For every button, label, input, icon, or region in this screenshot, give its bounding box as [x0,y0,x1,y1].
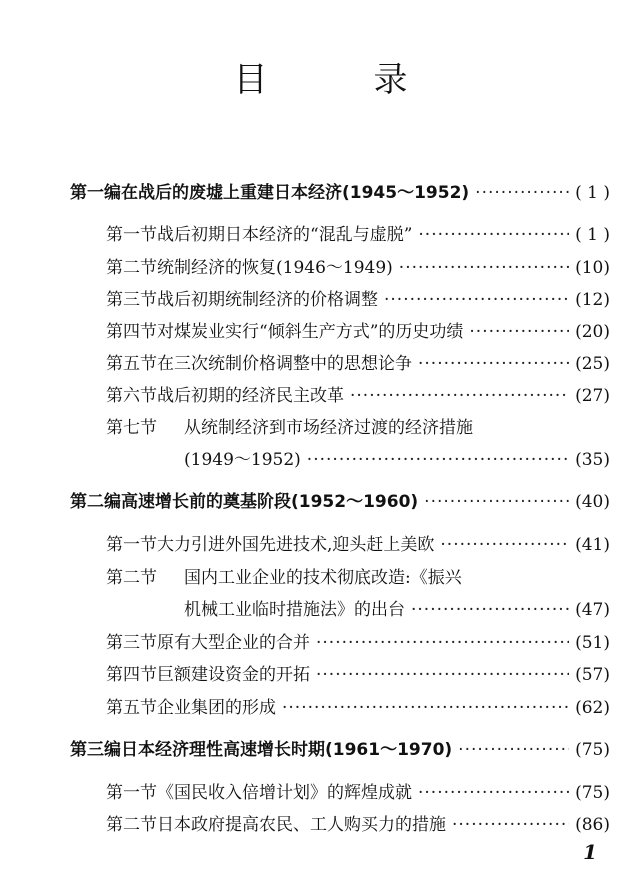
toc-entry [106,381,610,406]
entry-page: (75) [575,740,610,760]
toc-entry [106,660,610,685]
toc-entry [106,220,610,245]
dot-leader [469,322,569,342]
entry-label: 第三节 [106,633,157,653]
entry-label: 第三节 [106,290,157,310]
entry-page: ( 1 ) [575,225,610,245]
entry-page: (40) [575,492,610,512]
entry-title: 国内工业企业的技术彻底改造:《振兴 [184,568,462,588]
entry-page: (10) [575,258,610,278]
dot-leader [282,698,569,718]
toc-part-entry [70,487,610,512]
dot-leader [418,783,569,803]
entry-page: (57) [575,665,610,685]
toc-entry [106,413,610,438]
entry-page: (51) [575,633,610,653]
entry-page: (47) [575,600,610,620]
entry-title: 从统制经济到市场经济过渡的经济措施 [184,418,473,438]
toc-part-entry [70,735,610,760]
dot-leader [307,450,569,470]
entry-label: 第五节 [106,354,157,374]
dot-leader [418,225,569,245]
entry-title: 在三次统制价格调整中的思想论争 [157,354,412,374]
entry-title: 统制经济的恢复(1946～1949) [157,258,393,278]
entry-title: 战后初期的经济民主改革 [157,386,344,406]
toc-entry [106,285,610,310]
dot-leader [418,354,569,374]
entry-title: 原有大型企业的合并 [157,633,310,653]
entry-label: 第六节 [106,386,157,406]
toc-entry [106,563,610,588]
dot-leader [316,665,569,685]
entry-title: 日本经济理性高速增长时期(1961～1970) [121,740,453,760]
entry-title: 在战后的废墟上重建日本经济(1945～1952) [121,183,470,203]
entry-page: (86) [575,815,610,835]
toc-entry [106,349,610,374]
entry-label: 第二节 [106,815,157,835]
entry-page: (27) [575,386,610,406]
entry-page: (62) [575,698,610,718]
entry-label: 第三编 [70,740,121,760]
toc-entry [106,810,610,835]
entry-label: 第二节 [106,568,157,588]
entry-title: (1949～1952) [184,450,301,470]
dot-leader [458,740,569,760]
entry-title: 战后初期统制经济的价格调整 [157,290,378,310]
dot-leader [424,492,569,512]
entry-page: (20) [575,322,610,342]
entry-page: (25) [575,354,610,374]
entry-title: 高速增长前的奠基阶段(1952～1960) [121,492,419,512]
entry-label: 第一编 [70,183,121,203]
entry-title: 日本政府提高农民、工人购买力的措施 [157,815,446,835]
entry-page: (12) [575,290,610,310]
dot-leader [475,183,569,203]
entry-label: 第一节 [106,225,157,245]
entry-label: 第四节 [106,322,157,342]
entry-page: (41) [575,535,610,555]
dot-leader [452,815,569,835]
entry-label: 第二编 [70,492,121,512]
dot-leader [384,290,569,310]
toc-entry [106,778,610,803]
entry-label: 第一节 [106,783,157,803]
toc-part-entry [70,178,610,203]
entry-page: (35) [575,450,610,470]
entry-label: 第一节 [106,535,157,555]
dot-leader [411,600,569,620]
toc-entry [184,595,610,620]
dot-leader [440,535,569,555]
entry-page: (75) [575,783,610,803]
toc-entry [106,530,610,555]
page-number: 1 [583,840,597,864]
entry-title: 巨额建设资金的开拓 [157,665,310,685]
entry-title: 机械工业临时措施法》的出台 [184,600,405,620]
entry-label: 第五节 [106,698,157,718]
entry-title: 战后初期日本经济的“混乱与虚脱” [157,225,413,245]
entry-page: ( 1 ) [575,183,610,203]
page-title: 目 录 [233,60,444,100]
toc-entry [184,445,610,470]
entry-label: 第二节 [106,258,157,278]
dot-leader [399,258,569,278]
entry-label: 第四节 [106,665,157,685]
dot-leader [316,633,569,653]
dot-leader [350,386,569,406]
entry-title: 大力引进外国先进技术,迎头赶上美欧 [157,535,435,555]
toc-entry [106,628,610,653]
entry-title: 《国民收入倍增计划》的辉煌成就 [157,783,412,803]
toc-entry [106,253,610,278]
toc-entry [106,693,610,718]
toc-entry [106,317,610,342]
entry-title: 对煤炭业实行“倾斜生产方式”的历史功绩 [157,322,464,342]
entry-title: 企业集团的形成 [157,698,276,718]
entry-label: 第七节 [106,418,157,438]
